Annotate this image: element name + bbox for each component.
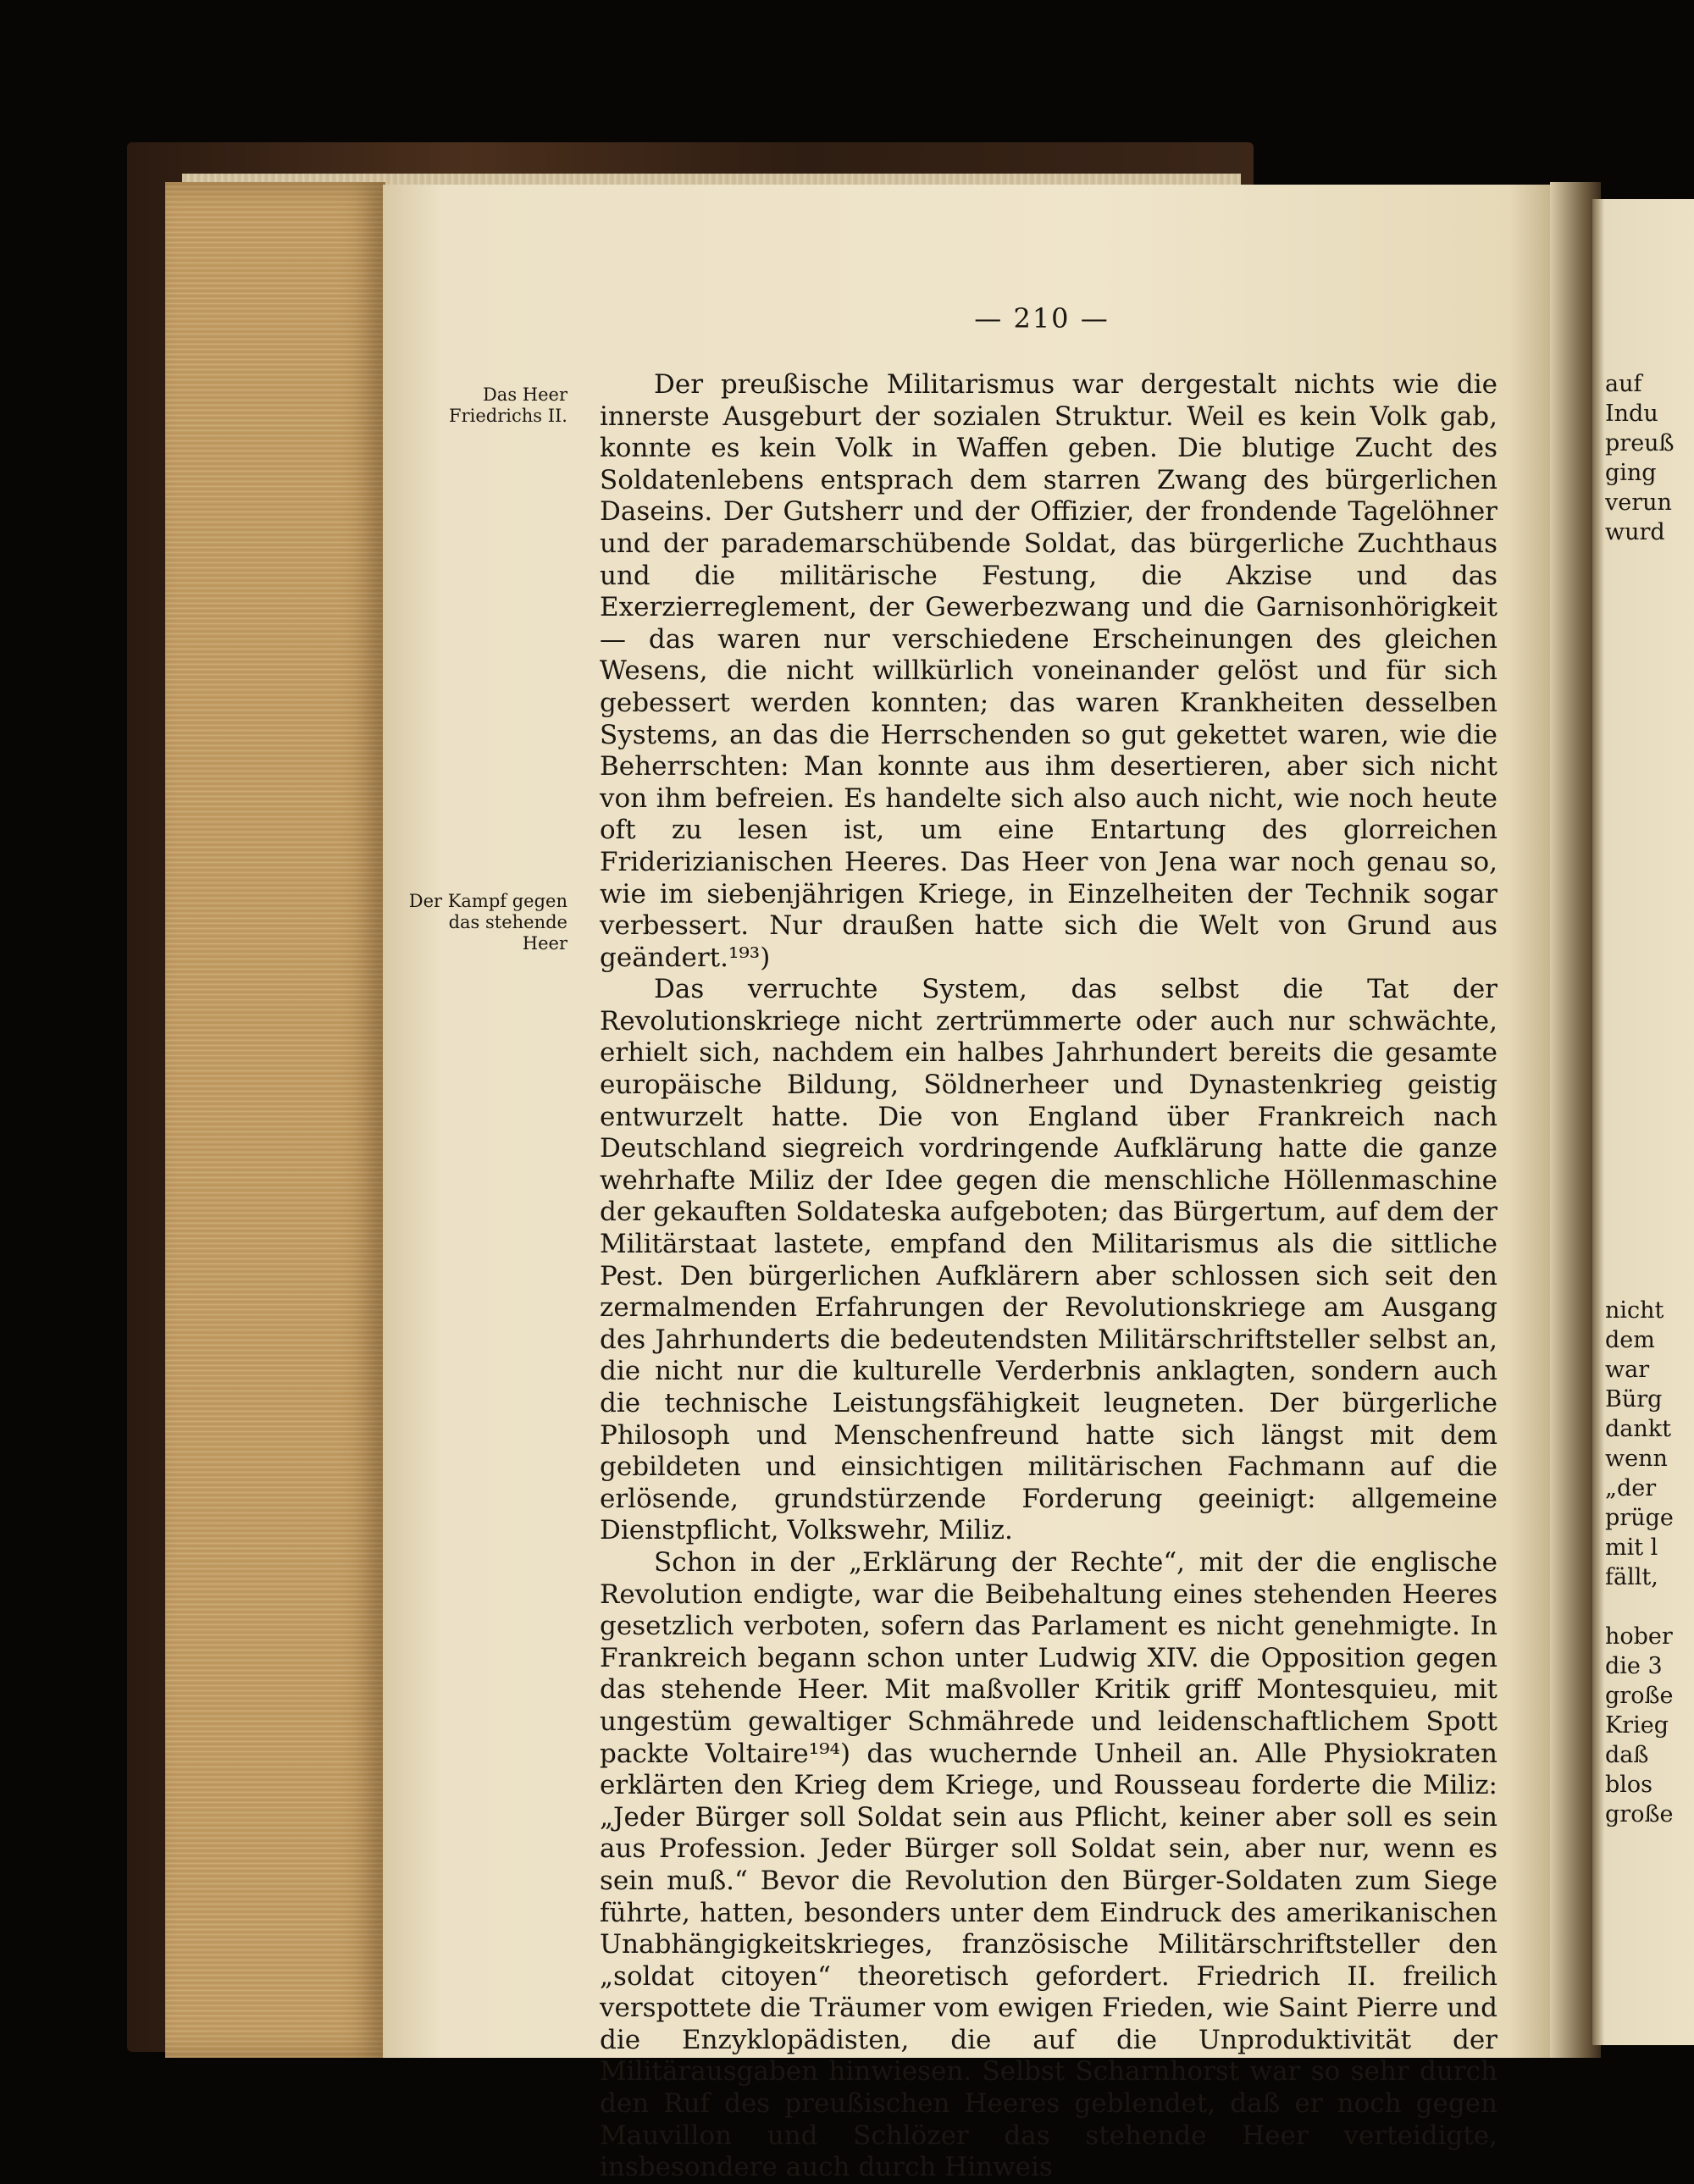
right-page-line: daß bbox=[1605, 1742, 1649, 1768]
right-page-line: große bbox=[1605, 1683, 1674, 1709]
right-page-line: „der bbox=[1605, 1475, 1657, 1501]
right-page-line: wurd bbox=[1605, 519, 1665, 545]
margin-note-heer-friedrichs: Das Heer Friedrichs II. bbox=[449, 384, 567, 426]
right-page-line: auf bbox=[1605, 371, 1642, 397]
right-page-line: prüge bbox=[1605, 1505, 1674, 1531]
right-page-line: Indu bbox=[1605, 401, 1658, 427]
right-page-line: Krieg bbox=[1605, 1712, 1669, 1739]
paragraph: Der preußische Militarismus war dergestalt nichts wie die innerste Ausgeburt der sozialen Struktur. Weil es kein Volk gab, konnte es kein Volk in Waffen geben. Die blutige Zucht des Soldatenlebens entsprach dem starren Zwang des bürgerlichen Daseins. Der Gutsherr und der Offizier, der frondende Tagelöhner und der parademarschübende Soldat, das bürgerliche Zuchthaus und die militärische Festung, die Akzise und das Exerzierreglement, der Gewerbezwang und die Garnisonhörigkeit — das waren nur verschiedene Erscheinungen des gleichen Wesens, die nicht willkürlich voneinander gelöst und für sich gebessert werden konnten; das waren Krankheiten desselben Systems, an das die Herrschenden so gut gekettet waren, wie die Beherrschten: Man konnte aus ihm desertieren, aber sich nicht von ihm befreien. Es handelte sich also auch nicht, wie noch heute oft zu lesen ist, um eine Entartung des glorreichen Friderizianischen Heeres. Das Heer von Jena war noch genau so, wie im siebenjährigen Kriege, in Einzelheiten der Technik sogar verbessert. Nur draußen hatte sich die Welt von Grund aus geändert.¹⁹³) bbox=[600, 369, 1497, 973]
right-page-text-lower bbox=[1605, 1296, 1694, 1829]
right-page-line: nicht bbox=[1605, 1297, 1664, 1324]
right-page-line bbox=[1605, 1592, 1694, 1622]
right-page-line: die 3 bbox=[1605, 1653, 1663, 1679]
right-page-line: mit l bbox=[1605, 1534, 1658, 1561]
right-page-line: verun bbox=[1605, 489, 1672, 516]
right-page-line: dankt bbox=[1605, 1416, 1671, 1442]
right-page-line: preuß bbox=[1605, 430, 1675, 456]
right-page-line: war bbox=[1605, 1357, 1650, 1383]
right-page-line: blos bbox=[1605, 1772, 1653, 1798]
right-page-line: Bürg bbox=[1605, 1386, 1663, 1413]
right-page-text-upper bbox=[1605, 369, 1694, 547]
right-page-line: dem bbox=[1605, 1327, 1655, 1353]
right-page-line: hober bbox=[1605, 1623, 1673, 1650]
main-text bbox=[600, 369, 1497, 2184]
right-page-line: große bbox=[1605, 1801, 1674, 1827]
right-page-line: fällt, bbox=[1605, 1564, 1658, 1590]
right-page-line: ging bbox=[1605, 460, 1657, 486]
page-stack-edge bbox=[165, 182, 385, 2058]
paragraph: Schon in der „Erklärung der Rechte“, mit der die englische Revolution endigte, war die Beibehaltung eines stehenden Heeres gesetzlich verboten, sofern das Parlament es nicht genehmigte. In Frankreich begann schon unter Ludwig XIV. die Opposition gegen das stehende Heer. Mit maßvoller Kritik griff Montesquieu, mit ungestüm gewaltiger Schmährede und leidenschaftlichem Spott packte Voltaire¹⁹⁴) das wuchernde Unheil an. Alle Physiokraten erklärten den Krieg dem Kriege, und Rousseau forderte die Miliz: „Jeder Bürger soll Soldat sein aus Pflicht, keiner aber soll es sein aus Profession. Jeder Bürger soll Soldat sein, aber nur, wenn es sein muß.“ Bevor die Revolution den Bürger-Soldaten zum Siege führte, hatten, besonders unter dem Eindruck des amerikanischen Unabhängigkeitskrieges, französische Militärschriftsteller den „soldat citoyen“ theoretisch gefordert. Friedrich II. freilich verspottete die Träumer vom ewigen Frieden, wie Saint Pierre und die Enzyklopädisten, die auf die Unproduktivität der Militärausgaben hinwiesen. Selbst Scharnhorst war so sehr durch den Ruf des preußischen Heeres geblendet, daß er noch gegen Mauvillon und Schlözer das stehende Heer verteidigte, insbesondere auch durch Hinweis bbox=[600, 1546, 1497, 2183]
margin-note-kampf-stehende-heer: Der Kampf gegen das stehende Heer bbox=[408, 891, 567, 954]
right-page-line: wenn bbox=[1605, 1446, 1668, 1472]
page-number: — 210 — bbox=[974, 302, 1110, 335]
paragraph: Das verruchte System, das selbst die Tat der Revolutionskriege nicht zertrümmerte oder auch nur schwächte, erhielt sich, nachdem ein halbes Jahrhundert bereits die gesamte europäische Bildung, Söldnerheer und Dynastenkrieg geistig entwurzelt hatte. Die von England über Frankreich nach Deutschland siegreich vordringende Aufklärung hatte die ganze wehrhafte Miliz der Idee gegen die menschliche Höllenmaschine der gekauften Soldateska aufgeboten; das Bürgertum, auf dem der Militärstaat lastete, empfand den Militarismus als die sittliche Pest. Den bürgerlichen Aufklärern aber schlossen sich seit den zermalmenden Erfahrungen der Revolutionskriege am Ausgang des Jahrhunderts die bedeutendsten Militärschriftsteller selbst an, die nicht nur die kulturelle Verderbnis anklagten, sondern auch die technische Leistungsfähigkeit leugneten. Der bürgerliche Philosoph und Menschenfreund hatte sich längst mit dem gebildeten und einsichtigen militärischen Fachmann auf die erlösende, grundstürzende Forderung geeinigt: allgemeine Dienstpflicht, Volkswehr, Miliz. bbox=[600, 974, 1497, 1546]
